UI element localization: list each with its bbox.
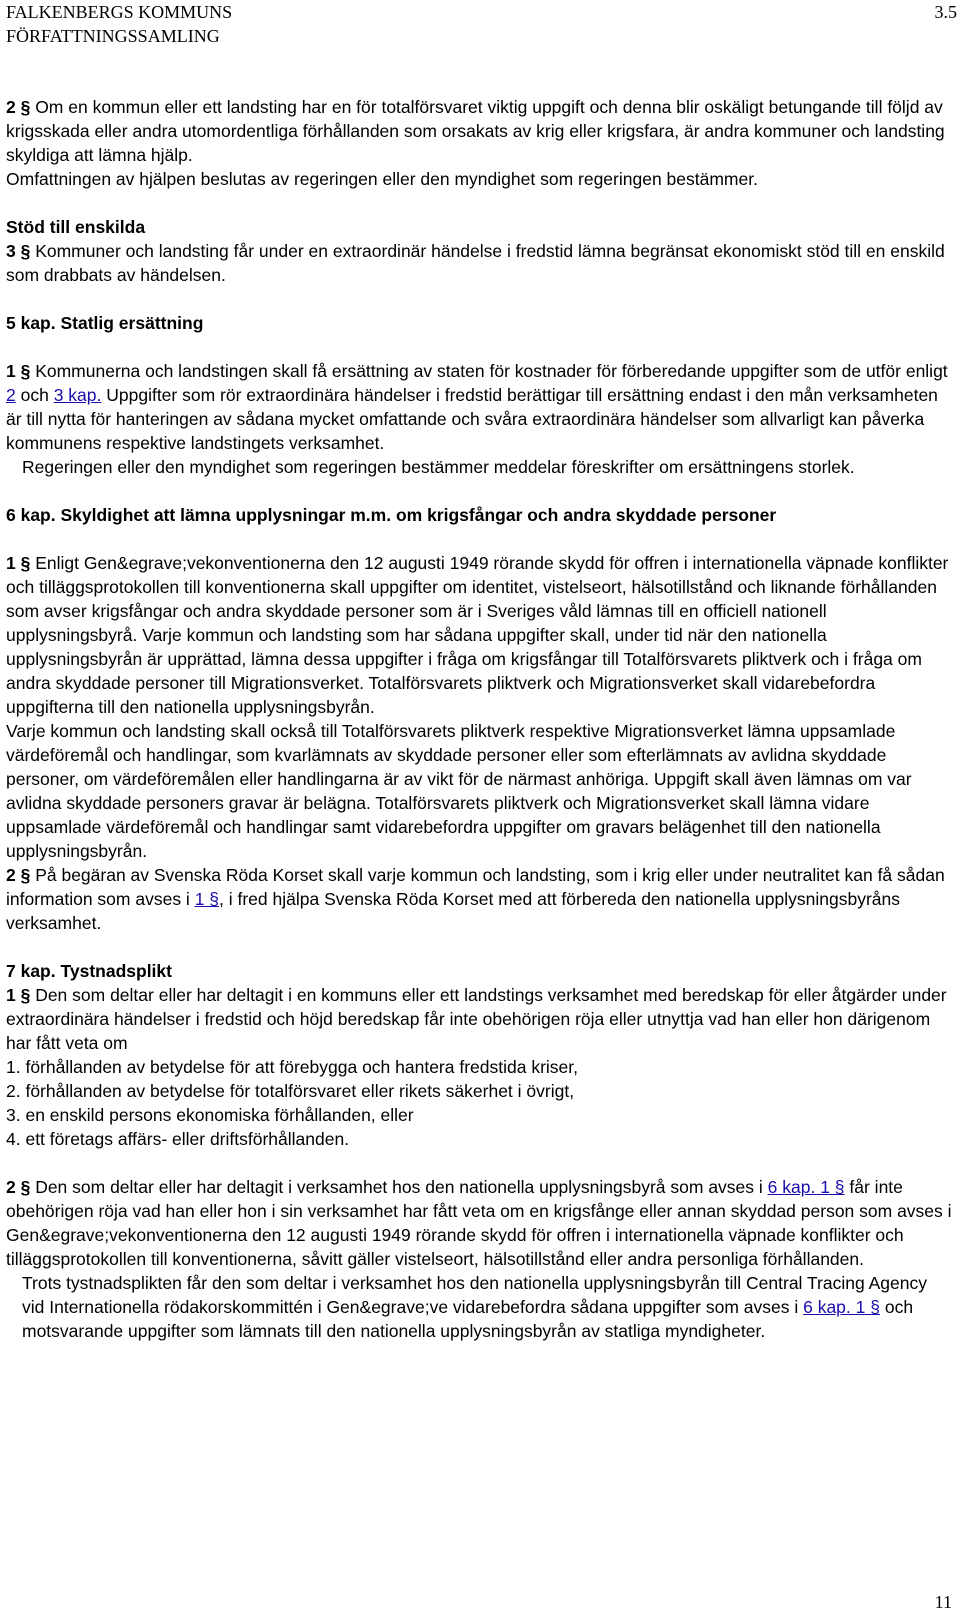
paragraph-text-continued: Omfattningen av hjälpen beslutas av regeringen eller den myndighet som regeringen bestämmer. xyxy=(6,169,758,189)
list-item: 4. ett företags affärs- eller driftsförhållanden. xyxy=(6,1129,350,1149)
paragraph-number: 3 § xyxy=(6,241,31,261)
paragraph-5-1: 1 § Kommunerna och landstingen skall få ersättning av staten för kostnader för förberedande uppgifter som de utför enligt 2 och 3 kap. Uppgifter som rör extraordinära händelser i fredstid berättigar till ersättning endast i den mån verksamheten är till nytta för hanteringen av sådana mycket omfattande och svåra extraordinära händelser som allvarligt kan påverka kommunens respektive landstingets verksamhet. xyxy=(6,361,948,453)
list-item: 1. förhållanden av betydelse för att förebygga och hantera fredstida kriser, xyxy=(6,1057,579,1077)
chapter-6-section-1-link[interactable]: 6 kap. 1 § xyxy=(803,1297,880,1317)
section-heading: Stöd till enskilda xyxy=(6,217,146,237)
paragraph-number: 2 § xyxy=(6,97,31,117)
page-header xyxy=(6,0,960,48)
paragraph-6-1 xyxy=(6,551,952,719)
paragraph-text: Kommunerna och landstingen skall få ersättning av staten för kostnader för förberedande uppgifter som de utför enligt xyxy=(30,361,948,381)
paragraph-text: Kommuner och landsting får under en extraordinär händelse i fredstid lämna begränsat ekonomiskt stöd till en enskild som drabbats av händelsen. xyxy=(6,241,945,285)
paragraph-text: Enligt Gen&egrave;vekonventionerna den 12 augusti 1949 rörande skydd för offren i internationella väpnade konflikter och tilläggsprotokollen till konventionerna skall uppgifter om identitet, vistelseort, hälsotillstånd och liknande förhållanden som avser krigsfångar och andra skyddade personer som är i Sveriges våld lämnas till en officiell nationell upplysningsbyrå. Varje kommun och landsting som har sådana uppgifter skall, under tid när den nationella upplysningsbyrån är upprättad, lämna dessa uppgifter i fråga om krigsfångar till Totalförsvarets pliktverk och i fråga om andra skyddade personer till Migrationsverket. Totalförsvarets pliktverk och Migrationsverket skall vidarebefordra uppgifterna till den nationella upplysningsbyrån. xyxy=(6,553,949,717)
section-1-link[interactable]: 1 § xyxy=(194,889,220,909)
chapter-heading: 6 kap. Skyldighet att lämna upplysningar m.m. om krigsfångar och andra skyddade personer xyxy=(6,505,777,525)
paragraph-6-2: 2 § På begäran av Svenska Röda Korset skall varje kommun och landsting, som i krig eller under neutralitet kan få sådan information som avses i 1 §, i fred hjälpa Svenska Röda Korset med att förbereda den nationella upplysningsbyråns verksamhet. xyxy=(6,865,945,933)
chapter-3-link[interactable]: 3 kap. xyxy=(53,385,102,405)
paragraph-number: 2 § xyxy=(6,1177,31,1197)
paragraph-text-continued: Trots tystnadsplikten får den som deltar i verksamhet hos den nationella upplysningsbyrån till Central Tracing Agency vid Internationella rödakorskommittén i Gen&egrave;ve vidarebefordra sådana uppgifter som avses i 6 kap. 1 § och motsvarande uppgifter som lämnats till den nationella upplysningsbyrån av statliga myndigheter. xyxy=(22,1273,927,1341)
paragraph-4-2 xyxy=(6,95,952,167)
chapter-heading: 5 kap. Statlig ersättning xyxy=(6,313,204,333)
section-number: 3.5 xyxy=(934,2,957,22)
paragraph-4-3 xyxy=(6,239,952,287)
paragraph-7-2: 2 § Den som deltar eller har deltagit i verksamhet hos den nationella upplysningsbyrå som avses i 6 kap. 1 § får inte obehörigen röja vad han eller hon i sin verksamhet har fått veta om en krigsfånge eller annan skyddad person som avses i Gen&egrave;vekonventionerna den 12 augusti 1949 rörande skydd för offren i internationella väpnade konflikter och tilläggsprotokollen till konventionerna, såvitt gäller vistelseort, hälsotillstånd eller andra personliga förhållanden. xyxy=(6,1177,952,1269)
paragraph-text: Den som deltar eller har deltagit i verksamhet hos den nationella upplysningsbyrå som avses i xyxy=(30,1177,768,1197)
chapter-heading: 7 kap. Tystnadsplikt xyxy=(6,961,172,981)
paragraph-number: 2 § xyxy=(6,865,31,885)
paragraph-number: 1 § xyxy=(6,553,31,573)
paragraph-number: 1 § xyxy=(6,361,31,381)
list-item: 2. förhållanden av betydelse för totalförsvaret eller rikets säkerhet i övrigt, xyxy=(6,1081,575,1101)
chapter-2-link[interactable]: 2 xyxy=(6,385,16,405)
paragraph-text: Den som deltar eller har deltagit i en kommuns eller ett landstings verksamhet med beredskap för eller åtgärder under extraordinära händelser i fredstid och höjd beredskap får inte obehörigen röja eller utnyttja vad han eller hon därigenom har fått veta om xyxy=(6,985,947,1053)
paragraph-number: 1 § xyxy=(6,985,31,1005)
paragraph-text: På begäran av Svenska Röda Korset skall varje kommun och landsting, som i krig eller under neutralitet kan få sådan information som avses i xyxy=(6,865,945,909)
paragraph-text: Om en kommun eller ett landsting har en för totalförsvaret viktig uppgift och denna blir oskäligt betungande till följd av krigsskada eller andra utomordentliga förhållanden som orsakats av krig eller krigsfara, är andra kommuner och landsting skyldiga att lämna hjälp. xyxy=(6,97,945,165)
chapter-6-section-1-link[interactable]: 6 kap. 1 § xyxy=(767,1177,845,1197)
paragraph-text-continued: Regeringen eller den myndighet som regeringen bestämmer meddelar föreskrifter om ersättningens storlek. xyxy=(22,457,855,477)
paragraph-7-1 xyxy=(6,983,952,1055)
collection-name: FÖRFATTNINGSSAMLING xyxy=(6,26,220,46)
municipality-name: FALKENBERGS KOMMUNS xyxy=(6,2,233,22)
list-item: 3. en enskild persons ekonomiska förhållanden, eller xyxy=(6,1105,414,1125)
paragraph-text-continued: Varje kommun och landsting skall också till Totalförsvarets pliktverk respektive Migrationsverket lämna uppsamlade värdeföremål och handlingar, som kvarlämnats av skyddade personer eller som efterlämnats av avlidna skyddade personer, om värdeföremålen eller handlingarna är av vikt för de närmast anhöriga. Uppgift skall även lämnas om var avlidna skyddade personers gravar är belägna. Totalförsvarets pliktverk och Migrationsverket skall lämna vidare uppsamlade värdeföremål och handlingar samt vidarebefordra uppgifter om gravars belägenhet till den nationella upplysningsbyrån. xyxy=(6,721,912,861)
document-body xyxy=(6,95,952,1343)
page-number: 11 xyxy=(934,1592,952,1612)
